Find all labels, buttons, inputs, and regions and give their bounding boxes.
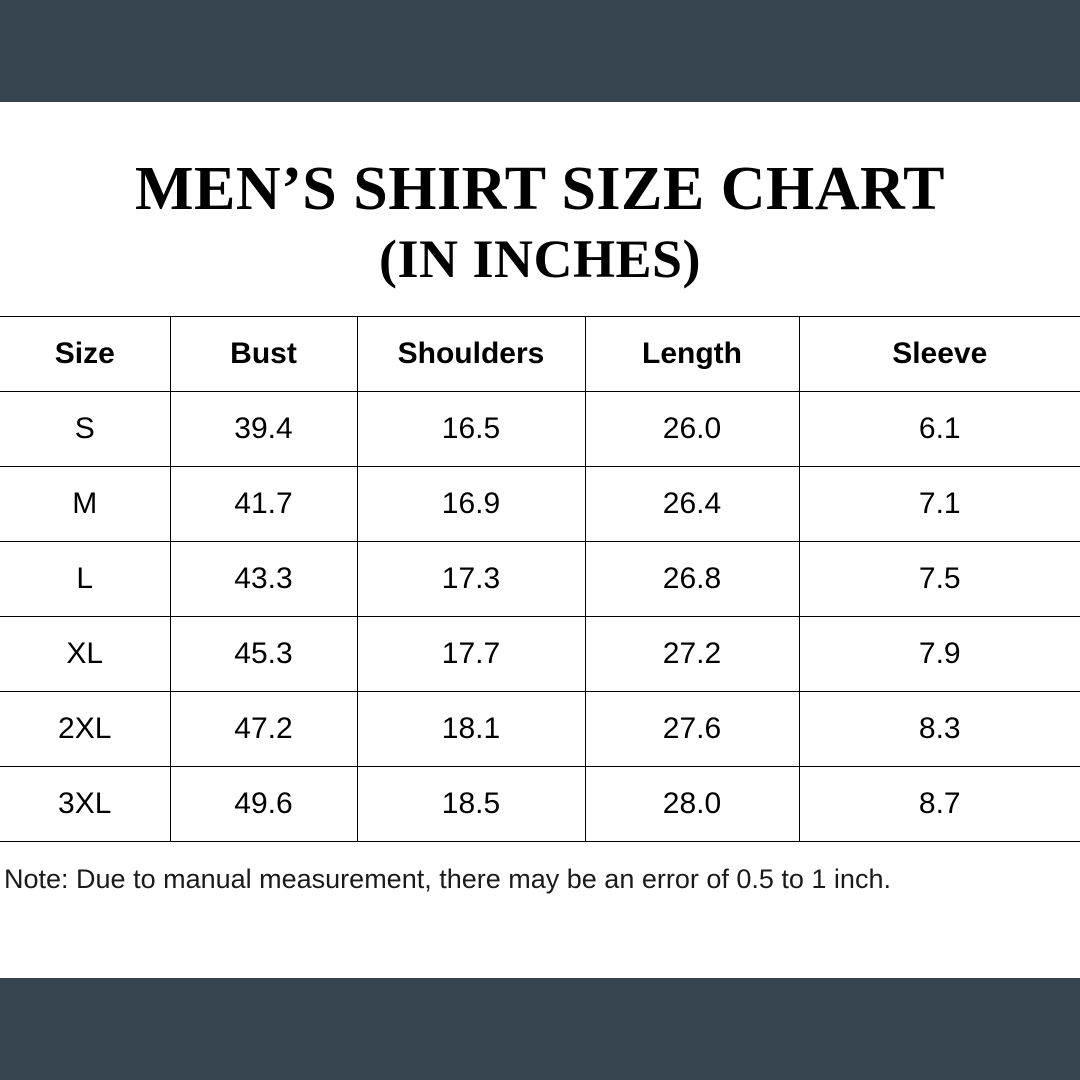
cell-sleeve: 7.5: [799, 542, 1080, 617]
cell-size: 2XL: [0, 692, 170, 767]
title-line-2: (IN INCHES): [378, 229, 702, 289]
table-row: [0, 617, 1080, 692]
column-header-shoulders: Shoulders: [357, 317, 585, 392]
cell-shoulders: 18.5: [357, 767, 585, 842]
cell-bust: 43.3: [170, 542, 357, 617]
cell-shoulders: 16.5: [357, 392, 585, 467]
table-header-row: [0, 317, 1080, 392]
cell-length: 26.0: [585, 392, 799, 467]
table-row: [0, 542, 1080, 617]
page-title: [0, 102, 1080, 292]
cell-shoulders: 18.1: [357, 692, 585, 767]
size-table-wrap: [0, 316, 1080, 842]
cell-sleeve: 7.1: [799, 467, 1080, 542]
table-row: [0, 467, 1080, 542]
cell-length: 27.6: [585, 692, 799, 767]
cell-size: S: [0, 392, 170, 467]
cell-bust: 45.3: [170, 617, 357, 692]
cell-bust: 49.6: [170, 767, 357, 842]
table-row: [0, 767, 1080, 842]
cell-size: XL: [0, 617, 170, 692]
table-row: [0, 392, 1080, 467]
column-header-sleeve: Sleeve: [799, 317, 1080, 392]
column-header-size: Size: [0, 317, 170, 392]
cell-length: 28.0: [585, 767, 799, 842]
table-row: [0, 692, 1080, 767]
cell-shoulders: 16.9: [357, 467, 585, 542]
cell-size: L: [0, 542, 170, 617]
cell-shoulders: 17.3: [357, 542, 585, 617]
cell-bust: 47.2: [170, 692, 357, 767]
cell-length: 26.8: [585, 542, 799, 617]
cell-length: 27.2: [585, 617, 799, 692]
chart-content: [0, 102, 1080, 978]
cell-sleeve: 6.1: [799, 392, 1080, 467]
cell-sleeve: 8.7: [799, 767, 1080, 842]
measurement-note: Note: Due to manual measurement, there may be an error of 0.5 to 1 inch.: [4, 864, 891, 894]
cell-size: 3XL: [0, 767, 170, 842]
cell-shoulders: 17.7: [357, 617, 585, 692]
cell-size: M: [0, 467, 170, 542]
size-table: [0, 316, 1080, 842]
title-line-1: MEN’S SHIRT SIZE CHART: [135, 155, 945, 223]
top-band: [0, 0, 1080, 102]
cell-bust: 39.4: [170, 392, 357, 467]
bottom-band: [0, 978, 1080, 1080]
cell-sleeve: 7.9: [799, 617, 1080, 692]
cell-length: 26.4: [585, 467, 799, 542]
cell-sleeve: 8.3: [799, 692, 1080, 767]
column-header-length: Length: [585, 317, 799, 392]
cell-bust: 41.7: [170, 467, 357, 542]
column-header-bust: Bust: [170, 317, 357, 392]
